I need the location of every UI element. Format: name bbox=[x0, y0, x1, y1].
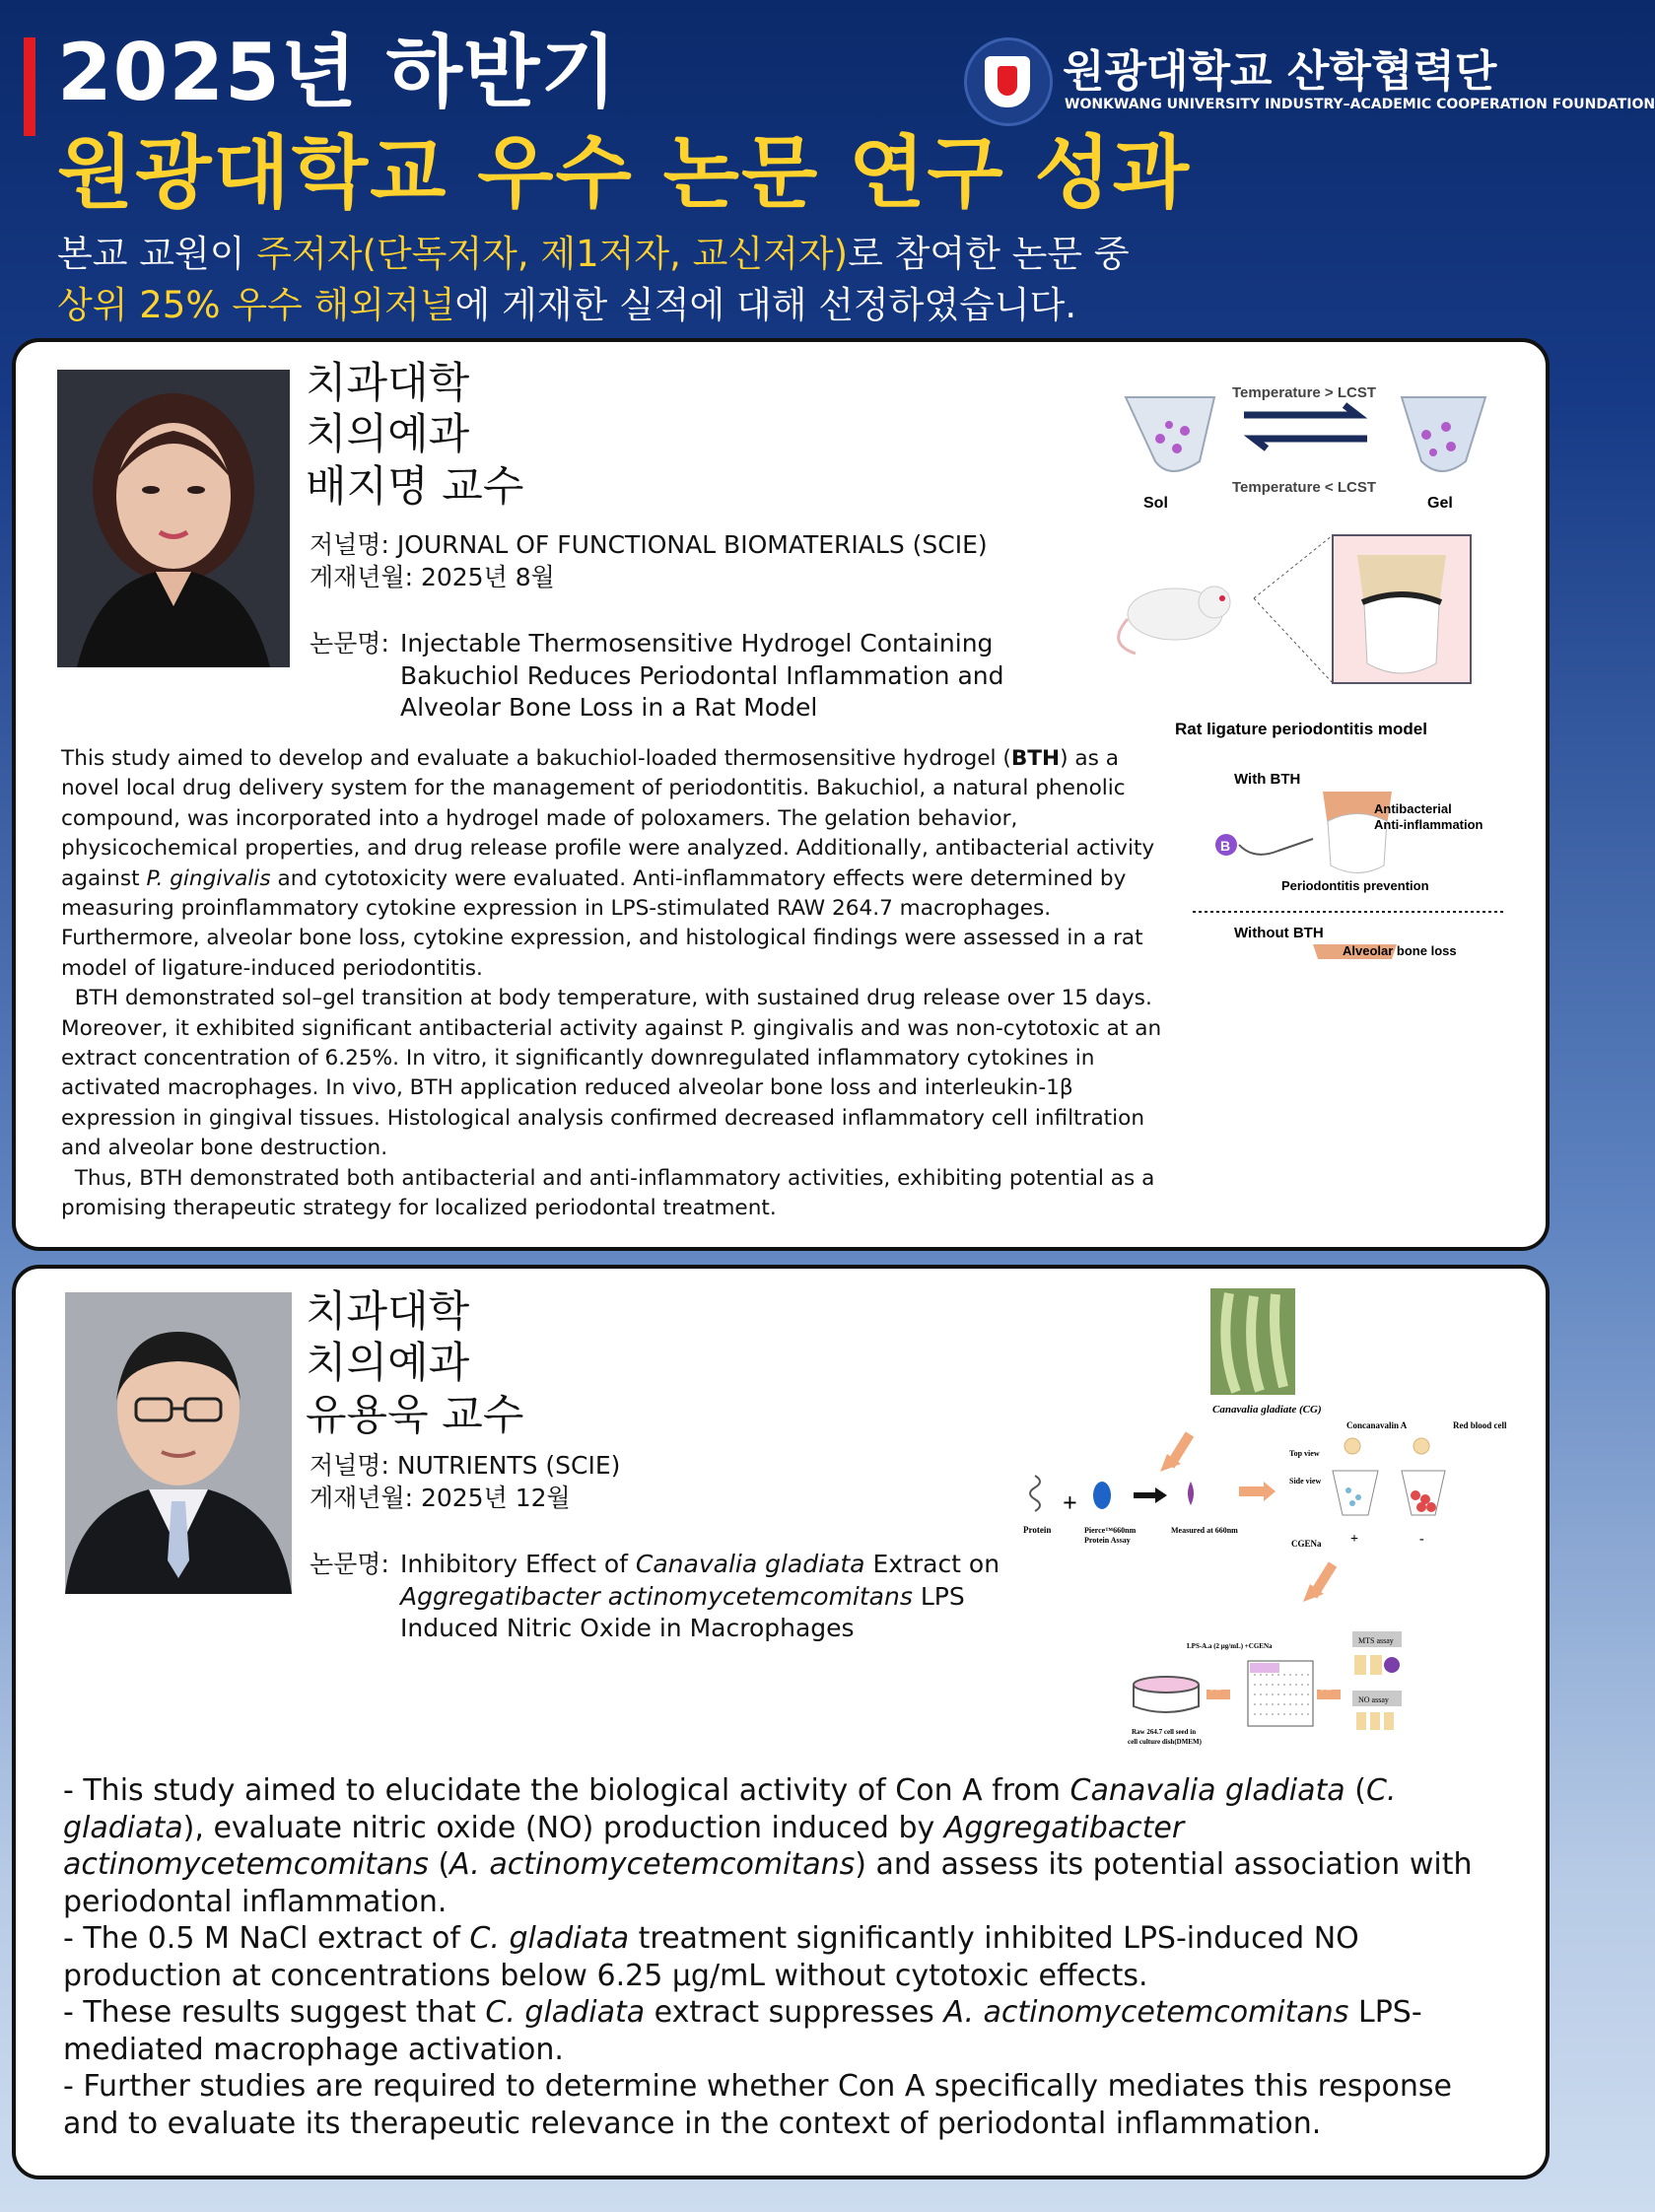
abstract-paragraph: BTH demonstrated sol–gel transition at body temperature, with sustained drug release over 15 days. Moreover, it exhibited significant antibacterial activity against P. gingivalis and was non-cytotoxic at an extract concentration of 6.25%. In vitro, it significantly downregulated inflammatory cytokines in activated macrophages. In vivo, BTH application reduced alveolar bone loss and interleukin-1β expression in gingival tissues. Histological analysis confirmed decreased inflammatory cell infiltration and alveolar bone destruction. bbox=[61, 986, 1162, 1161]
beaker-sol-icon bbox=[1126, 397, 1214, 471]
canavalia-figure bbox=[1017, 1288, 1530, 1762]
lps-label: LPS-A.a (2 μg/mL) +CGENa bbox=[1187, 1642, 1273, 1650]
subtitle bbox=[57, 229, 1130, 331]
subtitle-line1: 본교 교원이 주저자(단독저자, 제1저자, 교신저자)로 참여한 논문 중 bbox=[57, 233, 1130, 275]
protein-label: Protein bbox=[1023, 1525, 1052, 1535]
journal-info bbox=[310, 1450, 620, 1514]
publication-date: 게재년월: 2025년 12월 bbox=[310, 1483, 571, 1512]
no-assay-label: NO assay bbox=[1358, 1695, 1389, 1704]
sol-label: Sol bbox=[1143, 495, 1168, 512]
svg-text:+: + bbox=[1063, 1488, 1077, 1517]
publication-date: 게재년월: 2025년 8월 bbox=[310, 562, 555, 591]
college-name: 치과대학 bbox=[306, 1287, 470, 1337]
bone-loss-label: Alveolar bone loss bbox=[1343, 943, 1457, 958]
paper-abstract bbox=[61, 744, 1175, 1224]
prevention-label: Periodontitis prevention bbox=[1281, 878, 1429, 893]
antibacterial-label: Antibacterial bbox=[1374, 801, 1452, 816]
drop-icon bbox=[1188, 1482, 1194, 1505]
hours-label-1: 24h bbox=[1210, 1685, 1221, 1693]
college-name: 치과대학 bbox=[306, 359, 470, 408]
journal-info bbox=[310, 529, 988, 593]
anti-inflammation-label: Anti-inflammation bbox=[1374, 817, 1483, 832]
abstract-paragraph: Thus, BTH demonstrated both antibacterial and anti-inflammatory activities, exhibiting potential as a promising therapeutic strategy for localized periodontal treatment. bbox=[61, 1165, 1155, 1221]
accent-bar bbox=[24, 37, 35, 136]
minus-label: - bbox=[1419, 1532, 1424, 1547]
department-name: 치의예과 bbox=[306, 1339, 470, 1389]
temp-gt-label: Temperature > LCST bbox=[1232, 384, 1377, 401]
org-name-korean: 원광대학교 산학협력단 bbox=[1063, 46, 1497, 97]
abstract-bullet: - These results suggest that C. gladiata extract suppresses A. actinomycetemcomitans LPS-mediated macrophage activation. bbox=[63, 1995, 1422, 2067]
without-bth-label: Without BTH bbox=[1234, 925, 1324, 941]
rbc-label: Red blood cell bbox=[1453, 1420, 1507, 1430]
rat-icon bbox=[1119, 587, 1230, 654]
paper-card-2 bbox=[12, 1265, 1550, 2179]
gel-label: Gel bbox=[1427, 495, 1453, 512]
paper-card-1 bbox=[12, 338, 1550, 1251]
professor-photo bbox=[65, 1292, 292, 1594]
title-main: 원광대학교 우수 논문 연구 성과 bbox=[57, 127, 1192, 219]
paper-abstract bbox=[63, 1772, 1502, 2142]
rat-model-label: Rat ligature periodontitis model bbox=[1175, 720, 1427, 738]
journal-name: 저널명: NUTRIENTS (SCIE) bbox=[310, 1451, 621, 1480]
department-name: 치의예과 bbox=[306, 410, 470, 460]
poster-header bbox=[0, 0, 1655, 335]
temp-lt-label: Temperature < LCST bbox=[1232, 479, 1377, 496]
professor-affiliation bbox=[306, 1286, 523, 1441]
university-seal-icon bbox=[964, 37, 1053, 126]
side-view-label: Side view bbox=[1289, 1477, 1322, 1486]
raw-cell-label-2: cell culture dish(DMEM) bbox=[1128, 1738, 1202, 1746]
professor-name: 유용욱 교수 bbox=[306, 1390, 524, 1440]
hours-label-2: 24h bbox=[1321, 1685, 1332, 1693]
paper-title-text: Inhibitory Effect of Canavalia gladiata Extract on Aggregatibacter actinomycetemcomitans LPS Induced Nitric Oxide in Macrophages bbox=[400, 1550, 1000, 1642]
cg-label: Canavalia gladiate (CG) bbox=[1212, 1404, 1322, 1416]
bth-icon-label: B bbox=[1220, 838, 1231, 854]
university-logo bbox=[964, 34, 1655, 122]
raw-cell-label: Raw 264.7 cell seed in bbox=[1132, 1728, 1197, 1736]
cgen-label: CGENa bbox=[1291, 1539, 1322, 1549]
plus-label: + bbox=[1350, 1532, 1358, 1547]
professor-affiliation bbox=[306, 358, 523, 513]
org-name-english: WONKWANG UNIVERSITY INDUSTRY–ACADEMIC COOPERATION FOUNDATION bbox=[1065, 97, 1655, 112]
paper-title-label: 논문명: bbox=[310, 1550, 389, 1578]
pierce-label: Pierce™660nm bbox=[1084, 1526, 1137, 1535]
top-view-label: Top view bbox=[1289, 1449, 1320, 1458]
beaker-gel-icon bbox=[1402, 397, 1485, 471]
protein-assay-label: Protein Assay bbox=[1084, 1536, 1131, 1545]
con-a-label: Concanavalin A bbox=[1346, 1420, 1408, 1430]
professor-photo bbox=[57, 370, 290, 667]
abstract-bullet: - This study aimed to elucidate the biological activity of Con A from Canavalia gladiata (C. gladiata), evaluate nitric oxide (NO) production induced by Aggregatibacter actinomycetemcomitans (A. actinomycetemcomitans) and assess its potential association with periodontal inflammation. bbox=[63, 1773, 1473, 1919]
measured-label: Measured at 660nm bbox=[1171, 1526, 1238, 1535]
reagent-icon bbox=[1093, 1482, 1111, 1509]
hydrogel-figure bbox=[1116, 368, 1520, 959]
mts-label: MTS assay bbox=[1358, 1636, 1394, 1645]
abstract-paragraph: This study aimed to develop and evaluate a bakuchiol-loaded thermosensitive hydrogel (BTH) as a novel local drug delivery system for the management of periodontitis. Bakuchiol, a natural phenolic compound, was incorporated into a hydrogel made of poloxamers. The gelation behavior, physicochemical properties, and drug release profile were analyzed. Additionally, antibacterial activity against P. gingivalis and cytotoxicity were evaluated. Anti-inflammatory effects were determined by measuring proinflammatory cytokine expression in LPS-stimulated RAW 264.7 macrophages. Furthermore, alveolar bone loss, cytokine expression, and histological findings were assessed in a rat model of ligature-induced periodontitis. bbox=[61, 746, 1155, 981]
protein-icon bbox=[1030, 1476, 1040, 1511]
journal-name: 저널명: JOURNAL OF FUNCTIONAL BIOMATERIALS (SCIE) bbox=[310, 530, 988, 559]
abstract-bullet: - The 0.5 M NaCl extract of C. gladiata treatment significantly inhibited LPS-induced NO production at concentrations below 6.25 μg/mL without cytotoxic effects. bbox=[63, 1921, 1359, 1993]
paper-title-text: Injectable Thermosensitive Hydrogel Containing Bakuchiol Reduces Periodontal Inflammation and Alveolar Bone Loss in a Rat Model bbox=[400, 629, 1004, 722]
title-period: 2025년 하반기 bbox=[57, 27, 618, 118]
paper-title-label: 논문명: bbox=[310, 629, 389, 657]
professor-name: 배지명 교수 bbox=[306, 461, 524, 512]
abstract-bullet: - Further studies are required to determine whether Con A specifically mediates this response and to evaluate its therapeutic relevance in the context of periodontal inflammation. bbox=[63, 2069, 1452, 2141]
with-bth-label: With BTH bbox=[1234, 771, 1301, 788]
subtitle-line2: 상위 25% 우수 해외저널에 게재한 실적에 대해 선정하였습니다. bbox=[57, 283, 1077, 326]
